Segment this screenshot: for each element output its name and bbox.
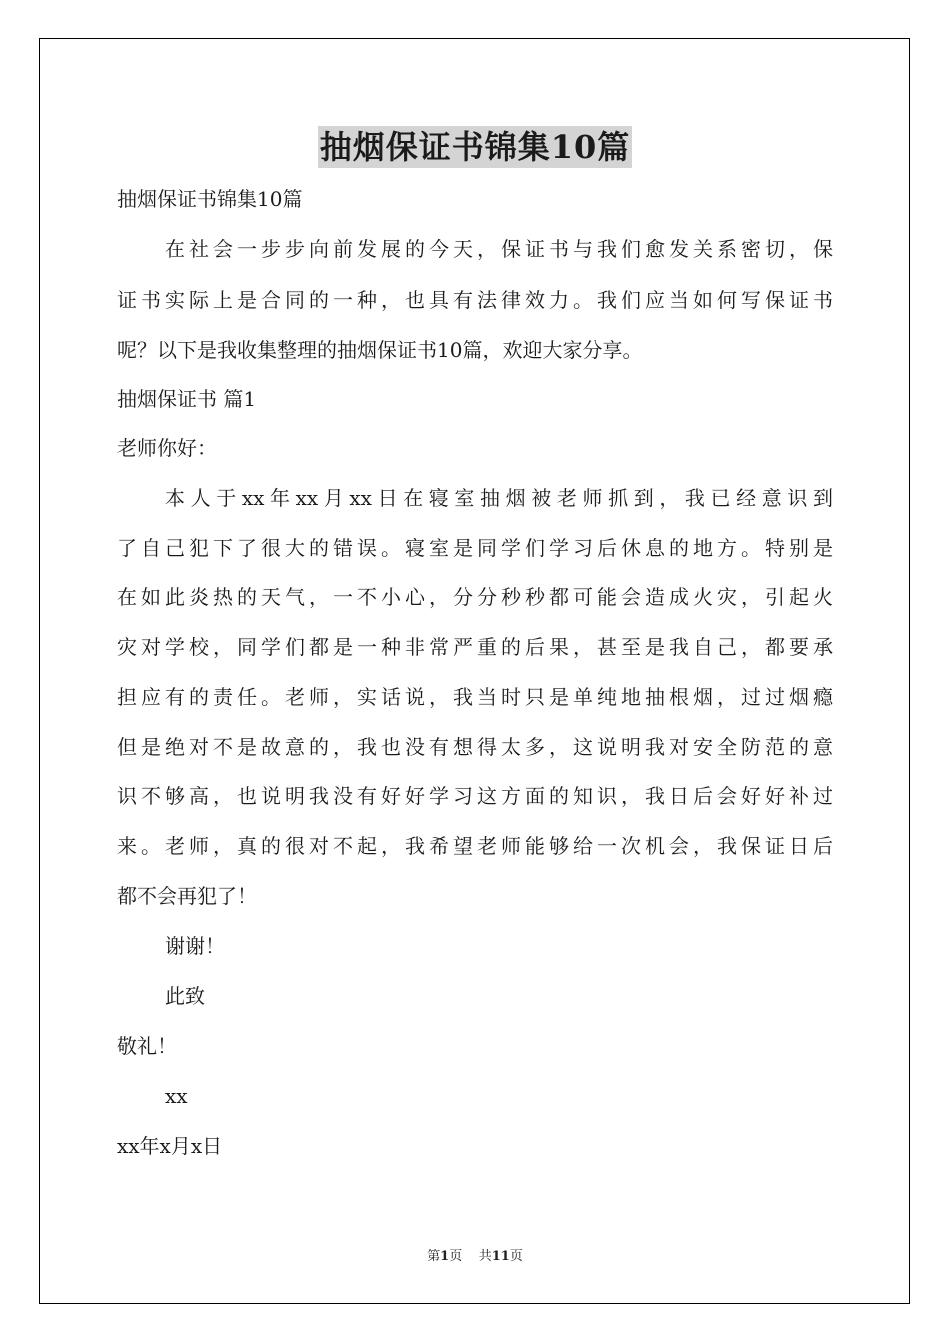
footer-prefix: 第 (427, 1249, 441, 1264)
subtitle: 抽烟保证书锦集10篇 (117, 187, 303, 211)
salutation: 老师你好： (117, 436, 217, 460)
page-footer (0, 1245, 950, 1264)
body-line: 在如此炎热的天气，一不小心，分分秒秒都可能会造成火灾，引起火 (117, 585, 833, 609)
body-line: 来。老师，真的很对不起，我希望老师能够给一次机会，我保证日后 (117, 834, 833, 858)
body-line: 但是绝对不是故意的，我也没有想得太多，这说明我对安全防范的意 (117, 735, 833, 759)
page-title: 抽烟保证书锦集10篇 (319, 128, 631, 166)
section-heading: 抽烟保证书 篇1 (117, 387, 257, 411)
footer-total-pages: 11 (491, 1249, 510, 1264)
intro-line: 在社会一步步向前发展的今天，保证书与我们愈发关系密切，保 (165, 237, 833, 261)
body-line: 了自己犯下了很大的错误。寝室是同学们学习后休息的地方。特别是 (117, 536, 833, 560)
intro-line: 呢？以下是我收集整理的抽烟保证书10篇，欢迎大家分享。 (117, 338, 643, 362)
closing-text: 敬礼！ (117, 1034, 177, 1058)
intro-line: 证书实际上是合同的一种，也具有法律效力。我们应当如何写保证书 (117, 288, 833, 312)
footer-middle: 页 共 (449, 1249, 492, 1264)
page-frame (39, 38, 910, 1304)
body-line: 灾对学校，同学们都是一种非常严重的后果，甚至是我自己，都要承 (117, 635, 833, 659)
closing-text: 此致 (165, 984, 205, 1008)
thanks-text: 谢谢！ (165, 934, 225, 958)
body-line: 本人于xx年xx月xx日在寝室抽烟被老师抓到，我已经意识到 (165, 486, 833, 510)
body-line: 担应有的责任。老师，实话说，我当时只是单纯地抽根烟，过过烟瘾 (117, 685, 833, 709)
date-text: xx年x月x日 (117, 1134, 223, 1158)
title-wrap (117, 126, 833, 168)
signature: xx (165, 1084, 188, 1108)
body-line: 都不会再犯了！ (117, 884, 257, 908)
body-line: 识不够高，也说明我没有好好学习这方面的知识，我日后会好好补过 (117, 784, 833, 808)
footer-page-number: 1 (440, 1249, 450, 1264)
footer-suffix: 页 (509, 1249, 523, 1264)
